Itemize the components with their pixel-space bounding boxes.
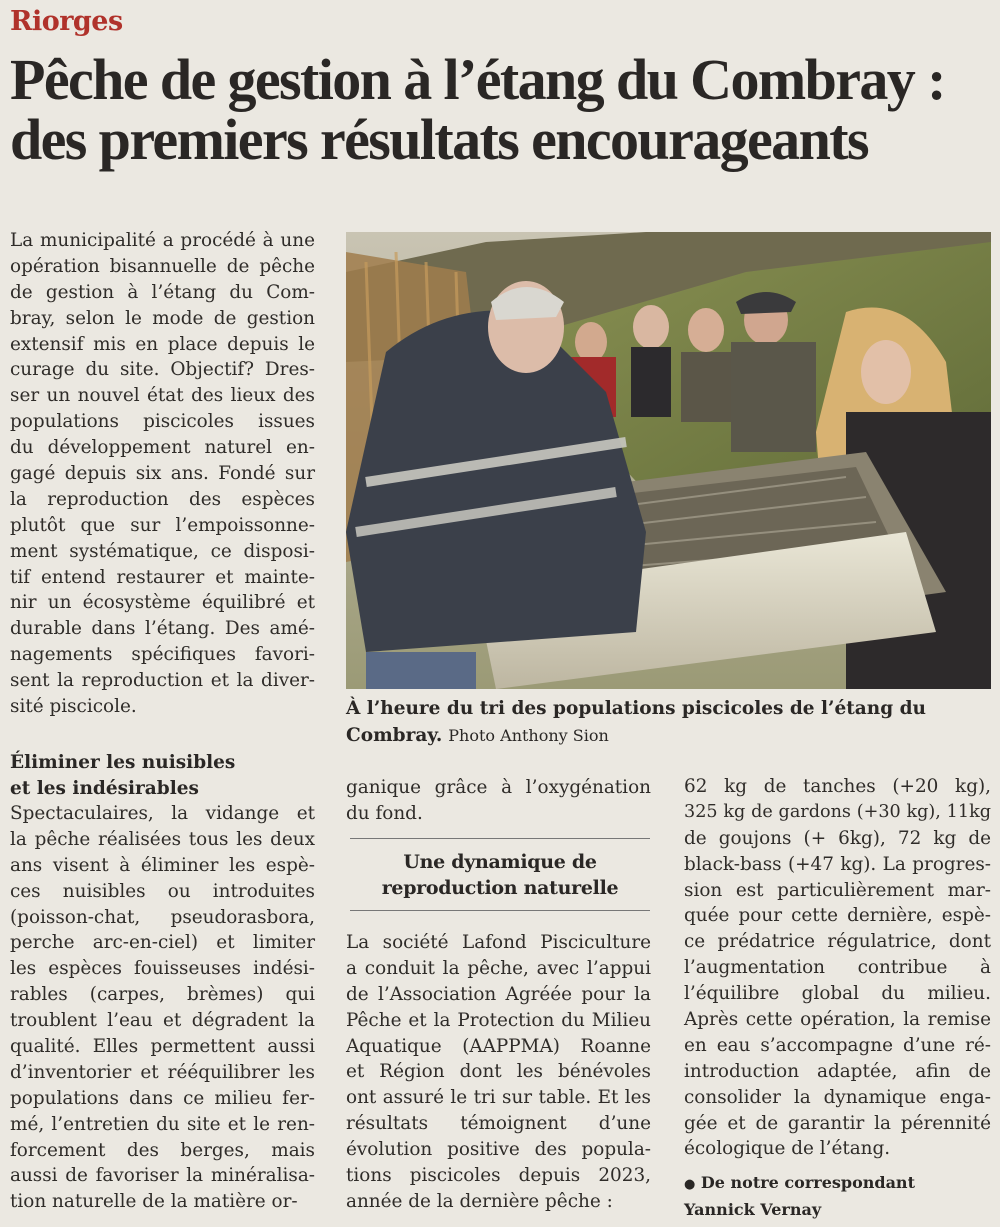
text-line: les espèces fouisseuses indési- xyxy=(10,958,315,980)
text-line: sité piscicole. xyxy=(10,696,137,718)
subheading-line-1: Éliminer les nuisibles xyxy=(10,752,236,773)
text-line: bray, selon le mode de gestion xyxy=(10,307,315,329)
text-line: ser un nouvel état des lieux des xyxy=(10,385,315,407)
article-column-1 xyxy=(10,801,315,1215)
text-line: a conduit la pêche, avec l’appui xyxy=(346,957,651,979)
text-line: d’inventorier et rééquilibrer les xyxy=(10,1061,315,1083)
bullet-icon: ● xyxy=(684,1177,696,1192)
caption-text: À l’heure du tri des populations piscicoles de l’étang du Combray. xyxy=(346,698,926,746)
text-line: ment systématique, ce disposi- xyxy=(10,540,315,562)
text-line: perche arc-en-ciel) et limiter xyxy=(10,932,315,954)
byline-role: De notre correspondant xyxy=(700,1173,915,1192)
text-line: année de la dernière pêche : xyxy=(346,1190,613,1212)
text-line: 325 kg de gardons (+30 kg), 11kg xyxy=(684,801,991,822)
text-line: la pêche réalisées tous les deux xyxy=(10,828,315,850)
text-line: plutôt que sur l’empoissonne- xyxy=(10,514,315,536)
fishermen-sorting-image xyxy=(346,232,991,689)
text-line: résultats témoignent d’une xyxy=(346,1113,651,1135)
article-headline xyxy=(10,47,995,172)
text-line: ce prédatrice régulatrice, dont xyxy=(684,931,991,953)
text-line: introduction adaptée, afin de xyxy=(684,1060,991,1082)
subheading-line-2: reproduction naturelle xyxy=(381,877,619,899)
article-intro xyxy=(10,228,315,720)
article-column-3 xyxy=(684,774,991,1162)
text-line: nir un écosystème équilibré et xyxy=(10,592,315,614)
text-line: qualité. Elles permettent aussi xyxy=(10,1036,315,1058)
text-line: sion est particulièrement mar- xyxy=(684,879,991,901)
text-line: tions piscicoles depuis 2023, xyxy=(346,1165,651,1187)
photo-caption xyxy=(346,695,986,749)
text-line: La société Lafond Pisciculture xyxy=(346,932,651,953)
text-line: gée et de garantir la pérennité xyxy=(684,1112,991,1134)
text-line: tif entend restaurer et mainte- xyxy=(10,566,315,588)
text-line: Après cette opération, la remise xyxy=(684,1009,991,1031)
text-line: écologique de l’étang. xyxy=(684,1138,891,1160)
text-line: ont assuré le tri sur table. Et les xyxy=(346,1087,651,1109)
text-line: de goujons (+ 6kg), 72 kg de xyxy=(684,827,991,849)
text-line: évolution positive des popula- xyxy=(346,1139,651,1161)
text-line: du développement naturel en- xyxy=(10,437,315,459)
text-line: opération bisannuelle de pêche xyxy=(10,255,315,277)
byline xyxy=(684,1170,994,1222)
text-line: l’équilibre global du milieu. xyxy=(684,983,991,1005)
text-line: et Région dont les bénévoles xyxy=(346,1061,651,1083)
text-line: nagements spécifiques favori- xyxy=(10,644,315,666)
text-line: ans visent à éliminer les espè- xyxy=(10,854,315,876)
section-kicker: Riorges xyxy=(10,6,123,37)
headline-line-2: des premiers résultats encourageants xyxy=(10,107,868,172)
text-line: Pêche et la Protection du Milieu xyxy=(346,1009,651,1031)
subheading-line-1: Une dynamique de xyxy=(403,851,597,873)
photo-credit: Photo Anthony Sion xyxy=(448,726,609,745)
text-line: de gestion à l’étang du Com- xyxy=(10,281,315,303)
text-line: quée pour cette dernière, espè- xyxy=(684,905,991,927)
text-line: de l’Association Agréée pour la xyxy=(346,983,651,1005)
subheading-eliminer xyxy=(10,750,330,802)
text-line: l’augmentation contribue à xyxy=(684,957,991,979)
article-column-2-top xyxy=(346,775,651,827)
text-line: Aquatique (AAPPMA) Roanne xyxy=(346,1035,651,1057)
text-line: sent la reproduction et la diver- xyxy=(10,670,315,692)
text-line: black-bass (+47 kg). La progres- xyxy=(684,853,991,875)
headline-line-1: Pêche de gestion à l’étang du Combray : xyxy=(10,47,945,112)
text-line: rables (carpes, brèmes) qui xyxy=(10,984,315,1006)
text-line: curage du site. Objectif? Dres- xyxy=(10,359,315,381)
article-column-2 xyxy=(346,930,651,1215)
text-line: aussi de favoriser la minéralisa- xyxy=(10,1165,315,1187)
text-line: ces nuisibles ou introduites xyxy=(10,880,315,902)
text-line: du fond. xyxy=(346,802,423,824)
text-line: La municipalité a procédé à une xyxy=(10,230,315,251)
subheading-dynamique xyxy=(350,838,650,911)
text-line: la reproduction des espèces xyxy=(10,488,315,510)
text-line: gagé depuis six ans. Fondé sur xyxy=(10,463,315,485)
text-line: tion naturelle de la matière or- xyxy=(10,1191,298,1213)
subheading-line-2: et les indésirables xyxy=(10,778,199,799)
text-line: durable dans l’étang. Des amé- xyxy=(10,618,315,640)
text-line: populations dans ce milieu fer- xyxy=(10,1087,315,1109)
byline-author: Yannick Vernay xyxy=(684,1200,822,1219)
text-line: 62 kg de tanches (+20 kg), xyxy=(684,776,991,797)
text-line: ganique grâce à l’oxygénation xyxy=(346,777,651,798)
text-line: extensif mis en place depuis le xyxy=(10,333,315,355)
article-photo xyxy=(346,232,991,689)
text-line: forcement des berges, mais xyxy=(10,1139,315,1161)
text-line: Spectaculaires, la vidange et xyxy=(10,803,315,824)
text-line: troublent l’eau et dégradent la xyxy=(10,1010,315,1032)
text-line: en eau s’accompagne d’une ré- xyxy=(684,1034,991,1056)
text-line: consolider la dynamique enga- xyxy=(684,1086,991,1108)
text-line: mé, l’entretien du site et le ren- xyxy=(10,1113,315,1135)
text-line: (poisson-chat, pseudorasbora, xyxy=(10,906,315,928)
text-line: populations piscicoles issues xyxy=(10,411,315,433)
